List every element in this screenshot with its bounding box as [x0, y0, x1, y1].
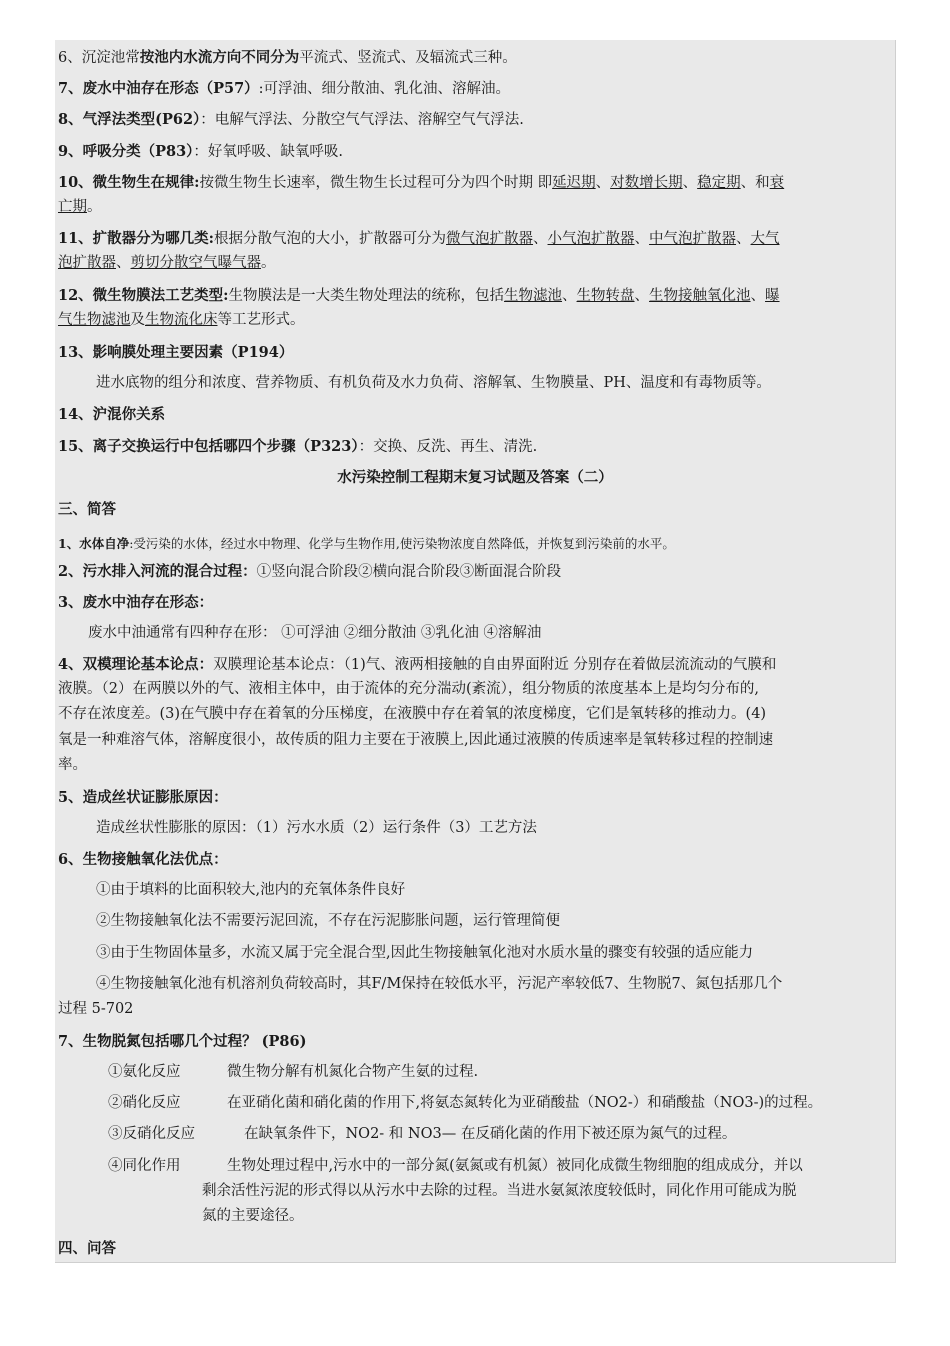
term-lag-phase: 延迟期 — [552, 175, 596, 191]
item-10 — [58, 170, 898, 196]
denitrification-text: 在缺氧条件下，NO2- 和 NO3— 在反硝化菌的作用下被还原为氮气的过程。 — [244, 1126, 737, 1142]
nitrification-name: ②硝化反应 — [108, 1095, 181, 1111]
sep: 、 — [595, 175, 611, 191]
denitrification-name: ③反硝化反应 — [108, 1126, 195, 1142]
term-microbubble: 微气泡扩散器 — [446, 231, 534, 247]
item-14 — [58, 402, 898, 428]
sep: 、 — [634, 288, 650, 304]
sep: 、和 — [740, 175, 770, 191]
answer-4 — [58, 652, 898, 678]
answer-7 — [58, 1029, 898, 1055]
item-9-heading: 9、呼吸分类（P83） — [58, 143, 194, 160]
assimilation-text: 氮的主要途径。 — [202, 1208, 304, 1224]
sep: 、 — [116, 255, 131, 271]
term-biofilter: 生物滤池 — [504, 288, 563, 304]
term-large-bubble: 大气 — [750, 231, 780, 247]
assimilation-text: 剩余活性污泥的形式得以从污水中去除的过程。当进水氨氮浓度较低时，同化作用可能成为脱 — [202, 1183, 797, 1199]
answer-1-heading: 1、水体自净 — [58, 536, 130, 551]
item-12-text: 生物膜法是一大类生物处理法的统称，包括 — [228, 288, 505, 304]
item-6-label: 6、沉淀池常 — [58, 50, 140, 66]
end: 。 — [261, 255, 276, 271]
item-8 — [58, 107, 898, 133]
item-9 — [58, 139, 898, 165]
ammonification-name: ①氨化反应 — [108, 1064, 181, 1080]
item-10-cont — [58, 195, 898, 220]
sep: 及 — [130, 312, 145, 328]
ammonification-text: 微生物分解有机氮化合物产生氨的过程. — [227, 1064, 479, 1080]
section-title: 水污染控制工程期末复习试题及答案（二） — [337, 469, 613, 486]
answer-5 — [58, 785, 898, 811]
answer-6-point: ④生物接触氧化池有机溶剂负荷较高时，其F/M保持在较低水平，污泥产率较低7、生物脱7、氮包括那几个 — [96, 976, 783, 992]
answer-4-line: 不存在浓度差。(3)在气膜中存在着氧的分压梯度，在液膜中存在着氧的浓度梯度，它们是氧转移的推动力。(4) — [58, 706, 767, 722]
item-11-cont — [58, 251, 898, 276]
item-15 — [58, 434, 898, 460]
term-rotating-disc: 生物转盘 — [576, 288, 635, 304]
sep: 、 — [562, 288, 577, 304]
term-large-bubble-cont: 泡扩散器 — [58, 255, 116, 271]
item-6 — [58, 45, 898, 71]
answer-2 — [58, 559, 898, 585]
nitrification-text: 在亚硝化菌和硝化菌的作用下,将氨态氮转化为亚硝酸盐（NO2-）和硝酸盐（NO3-)的过程。 — [227, 1095, 823, 1111]
assimilation-name: ④同化作用 — [108, 1158, 181, 1174]
sep: 、 — [533, 231, 548, 247]
answer-5-body: 造成丝状性膨胀的原因：（1）污水水质（2）运行条件（3）工艺方法 — [96, 820, 537, 836]
item-8-heading: 8、气浮法类型(P62） — [58, 111, 201, 128]
answer-6 — [58, 847, 898, 873]
item-7-heading: 7、废水中油存在形态（P57） — [58, 80, 259, 97]
item-6-bold: 按池内水流方向不同分为 — [139, 49, 300, 66]
answer-3-body: 废水中油通常有四种存在形： ①可浮油 ②细分散油 ③乳化油 ④溶解油 — [88, 625, 542, 641]
answer-7-heading: 7、生物脱氮包括哪几个过程？ (P86) — [58, 1033, 307, 1050]
answer-3 — [58, 590, 898, 616]
answer-4-line: 氧是一种难溶气体，溶解度很小，故传质的阻力主要在于液膜上,因此通过液膜的传质速率是氧转移过程的控制速 — [58, 732, 774, 748]
item-11 — [58, 226, 898, 252]
answer-5-heading: 5、造成丝状证膨胀原因： — [58, 789, 228, 806]
term-log-phase: 对数增长期 — [610, 175, 683, 191]
item-10-text: 按微生物生长速率，微生物生长过程可分为四个时期 即 — [199, 175, 553, 191]
answer-1-text: :受污染的水体，经过水中物理、化学与生物作用,使污染物浓度自然降低，并恢复到污染前的水平。 — [129, 536, 675, 551]
answer-2-heading: 2、污水排入河流的混合过程： — [58, 563, 257, 580]
answer-3-heading: 3、废水中油存在形态： — [58, 594, 214, 611]
term-contact-oxidation: 生物接触氧化池 — [649, 288, 751, 304]
answer-4-line: 率。 — [58, 757, 87, 773]
answer-4-line: 液膜。（2）在两膜以外的气、液相主体中，由于流体的充分湍动(紊流），组分物质的浓度基本上是均匀分布的, — [58, 681, 759, 697]
item-13 — [58, 340, 898, 366]
item-12-heading: 12、微生物膜法工艺类型: — [58, 287, 229, 304]
end: 等工艺形式。 — [217, 312, 305, 328]
sep: 、 — [750, 288, 766, 304]
term-decline-phase-cont: 亡期 — [58, 199, 87, 215]
term-fluidized-bed: 生物流化床 — [145, 312, 218, 328]
item-13-body: 进水底物的组分和浓度、营养物质、有机负荷及水力负荷、溶解氧、生物膜量、PH、温度和有毒物质等。 — [96, 375, 771, 391]
item-15-heading: 15、离子交换运行中包括哪四个步骤（P323） — [58, 438, 359, 455]
item-9-text: ：好氧呼吸、缺氧呼吸. — [193, 144, 344, 160]
term-stationary-phase: 稳定期 — [697, 175, 741, 191]
item-7-text: :可浮油、细分散油、乳化油、溶解油。 — [258, 81, 511, 97]
item-12-cont — [58, 308, 898, 333]
item-6-text: 平流式、竖流式、及辐流式三种。 — [299, 50, 517, 66]
item-15-text: ：交换、反洗、再生、清洗. — [358, 439, 538, 455]
item-7 — [58, 76, 898, 102]
sep: 、 — [682, 175, 698, 191]
term-shear-aerator: 剪切分散空气曝气器 — [130, 255, 261, 271]
answer-4-line: 双膜理论基本论点：（1)气、液两相接触的自由界面附近 分别存在着做层流流动的气膜和 — [213, 657, 777, 673]
part-three-heading: 三、简答 — [58, 501, 116, 518]
answer-4-heading: 4、双模理论基本论点： — [58, 656, 214, 673]
item-8-text: ：电解气浮法、分散空气气浮法、溶解空气气浮法. — [200, 112, 524, 128]
answer-6-point: ①由于填料的比面积较大,池内的充氧体条件良好 — [96, 882, 406, 898]
item-10-heading: 10、微生物生在规律: — [58, 174, 200, 191]
item-11-heading: 11、扩散器分为哪几类: — [58, 230, 215, 247]
answer-2-text: ①竖向混合阶段②横向混合阶段③断面混合阶段 — [256, 564, 562, 580]
term-medium-bubble: 中气泡扩散器 — [649, 231, 737, 247]
answer-1 — [58, 531, 898, 556]
item-14-heading: 14、沪混你关系 — [58, 406, 166, 423]
term-baf-cont: 气生物滤池 — [58, 312, 131, 328]
item-11-text: 根据分散气泡的大小，扩散器可分为 — [214, 231, 447, 247]
part-four-heading: 四、问答 — [58, 1240, 116, 1257]
sep: 、 — [634, 231, 650, 247]
end: 。 — [87, 199, 102, 215]
answer-6-point: ③由于生物固体量多，水流又属于完全混合型,因此生物接触氧化池对水质水量的骤变有较强的适应能力 — [96, 945, 754, 961]
answer-6-heading: 6、生物接触氧化法优点： — [58, 851, 228, 868]
term-baf: 曝 — [765, 288, 780, 304]
answer-6-point-cont: 过程 5-702 — [58, 1001, 134, 1017]
answer-6-point: ②生物接触氧化法不需要污泥回流，不存在污泥膨胀问题，运行管理简便 — [96, 913, 560, 929]
term-small-bubble: 小气泡扩散器 — [547, 231, 635, 247]
item-12 — [58, 283, 898, 309]
assimilation-text: 生物处理过程中,污水中的一部分氮(氨氮或有机氮）被同化成微生物细胞的组成成分，并以 — [227, 1158, 803, 1174]
term-decline-phase: 衰 — [769, 175, 785, 191]
sep: 、 — [736, 231, 751, 247]
item-13-heading: 13、影响膜处理主要因素（P194） — [58, 344, 294, 361]
